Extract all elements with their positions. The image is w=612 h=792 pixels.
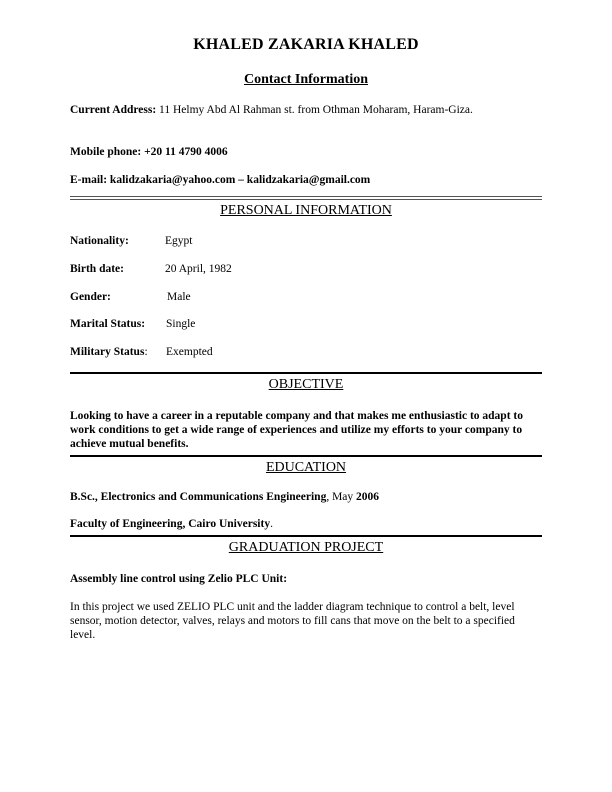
- project-description: In this project we used ZELIO PLC unit and the ladder diagram technique to control a belt, level sensor, motion detector, valves, relays and motors to fill cans that move on the belt to a specified level.: [70, 601, 515, 641]
- section-divider: [70, 372, 542, 374]
- military-status-value: Exempted: [166, 346, 213, 358]
- military-status-label: Military Status: [70, 346, 145, 358]
- military-status-label-wrap: [70, 346, 148, 358]
- nationality-label: Nationality:: [70, 235, 129, 247]
- birth-date-label: Birth date:: [70, 263, 124, 275]
- degree-year: 2006: [356, 491, 380, 503]
- mobile-phone: Mobile phone: +20 11 4790 4006: [70, 146, 228, 158]
- address-label: Current Address:: [70, 104, 157, 116]
- candidate-name: KHALED ZAKARIA KHALED: [193, 36, 419, 53]
- objective-text: Looking to have a career in a reputable company and that makes me enthusiastic to adapt to work conditions to get a wide range of experiences and utilize my efforts to your company to achieve mutual benefits.: [70, 410, 523, 450]
- email-line: E-mail: kalidzakaria@yahoo.com – kalidzakaria@gmail.com: [70, 174, 371, 186]
- address-line: [70, 104, 473, 116]
- education-heading: EDUCATION: [265, 460, 347, 475]
- graduation-project-heading: GRADUATION PROJECT: [228, 540, 384, 555]
- objective-heading: OBJECTIVE: [268, 377, 344, 392]
- birth-date-value: 20 April, 1982: [165, 263, 232, 275]
- faculty-period: .: [270, 518, 273, 530]
- section-divider: [70, 196, 542, 200]
- gender-label: Gender:: [70, 291, 111, 303]
- personal-info-heading: PERSONAL INFORMATION: [220, 203, 392, 218]
- marital-status-value: Single: [166, 318, 196, 330]
- degree-month: , May: [326, 491, 357, 503]
- section-divider: [70, 455, 542, 457]
- nationality-value: Egypt: [165, 235, 193, 247]
- degree-line: [70, 491, 379, 503]
- marital-status-label: Marital Status:: [70, 318, 146, 330]
- address-value: 11 Helmy Abd Al Rahman st. from Othman Moharam, Haram-Giza.: [156, 104, 473, 116]
- faculty-line: [70, 518, 273, 530]
- contact-info-heading: Contact Information: [243, 72, 369, 87]
- degree-name: B.Sc., Electronics and Communications Engineering: [70, 491, 327, 503]
- faculty-name: Faculty of Engineering, Cairo University: [70, 518, 271, 530]
- project-title: Assembly line control using Zelio PLC Unit:: [70, 573, 288, 585]
- section-divider: [70, 535, 542, 537]
- military-status-colon: :: [144, 346, 148, 358]
- gender-value: Male: [167, 291, 191, 303]
